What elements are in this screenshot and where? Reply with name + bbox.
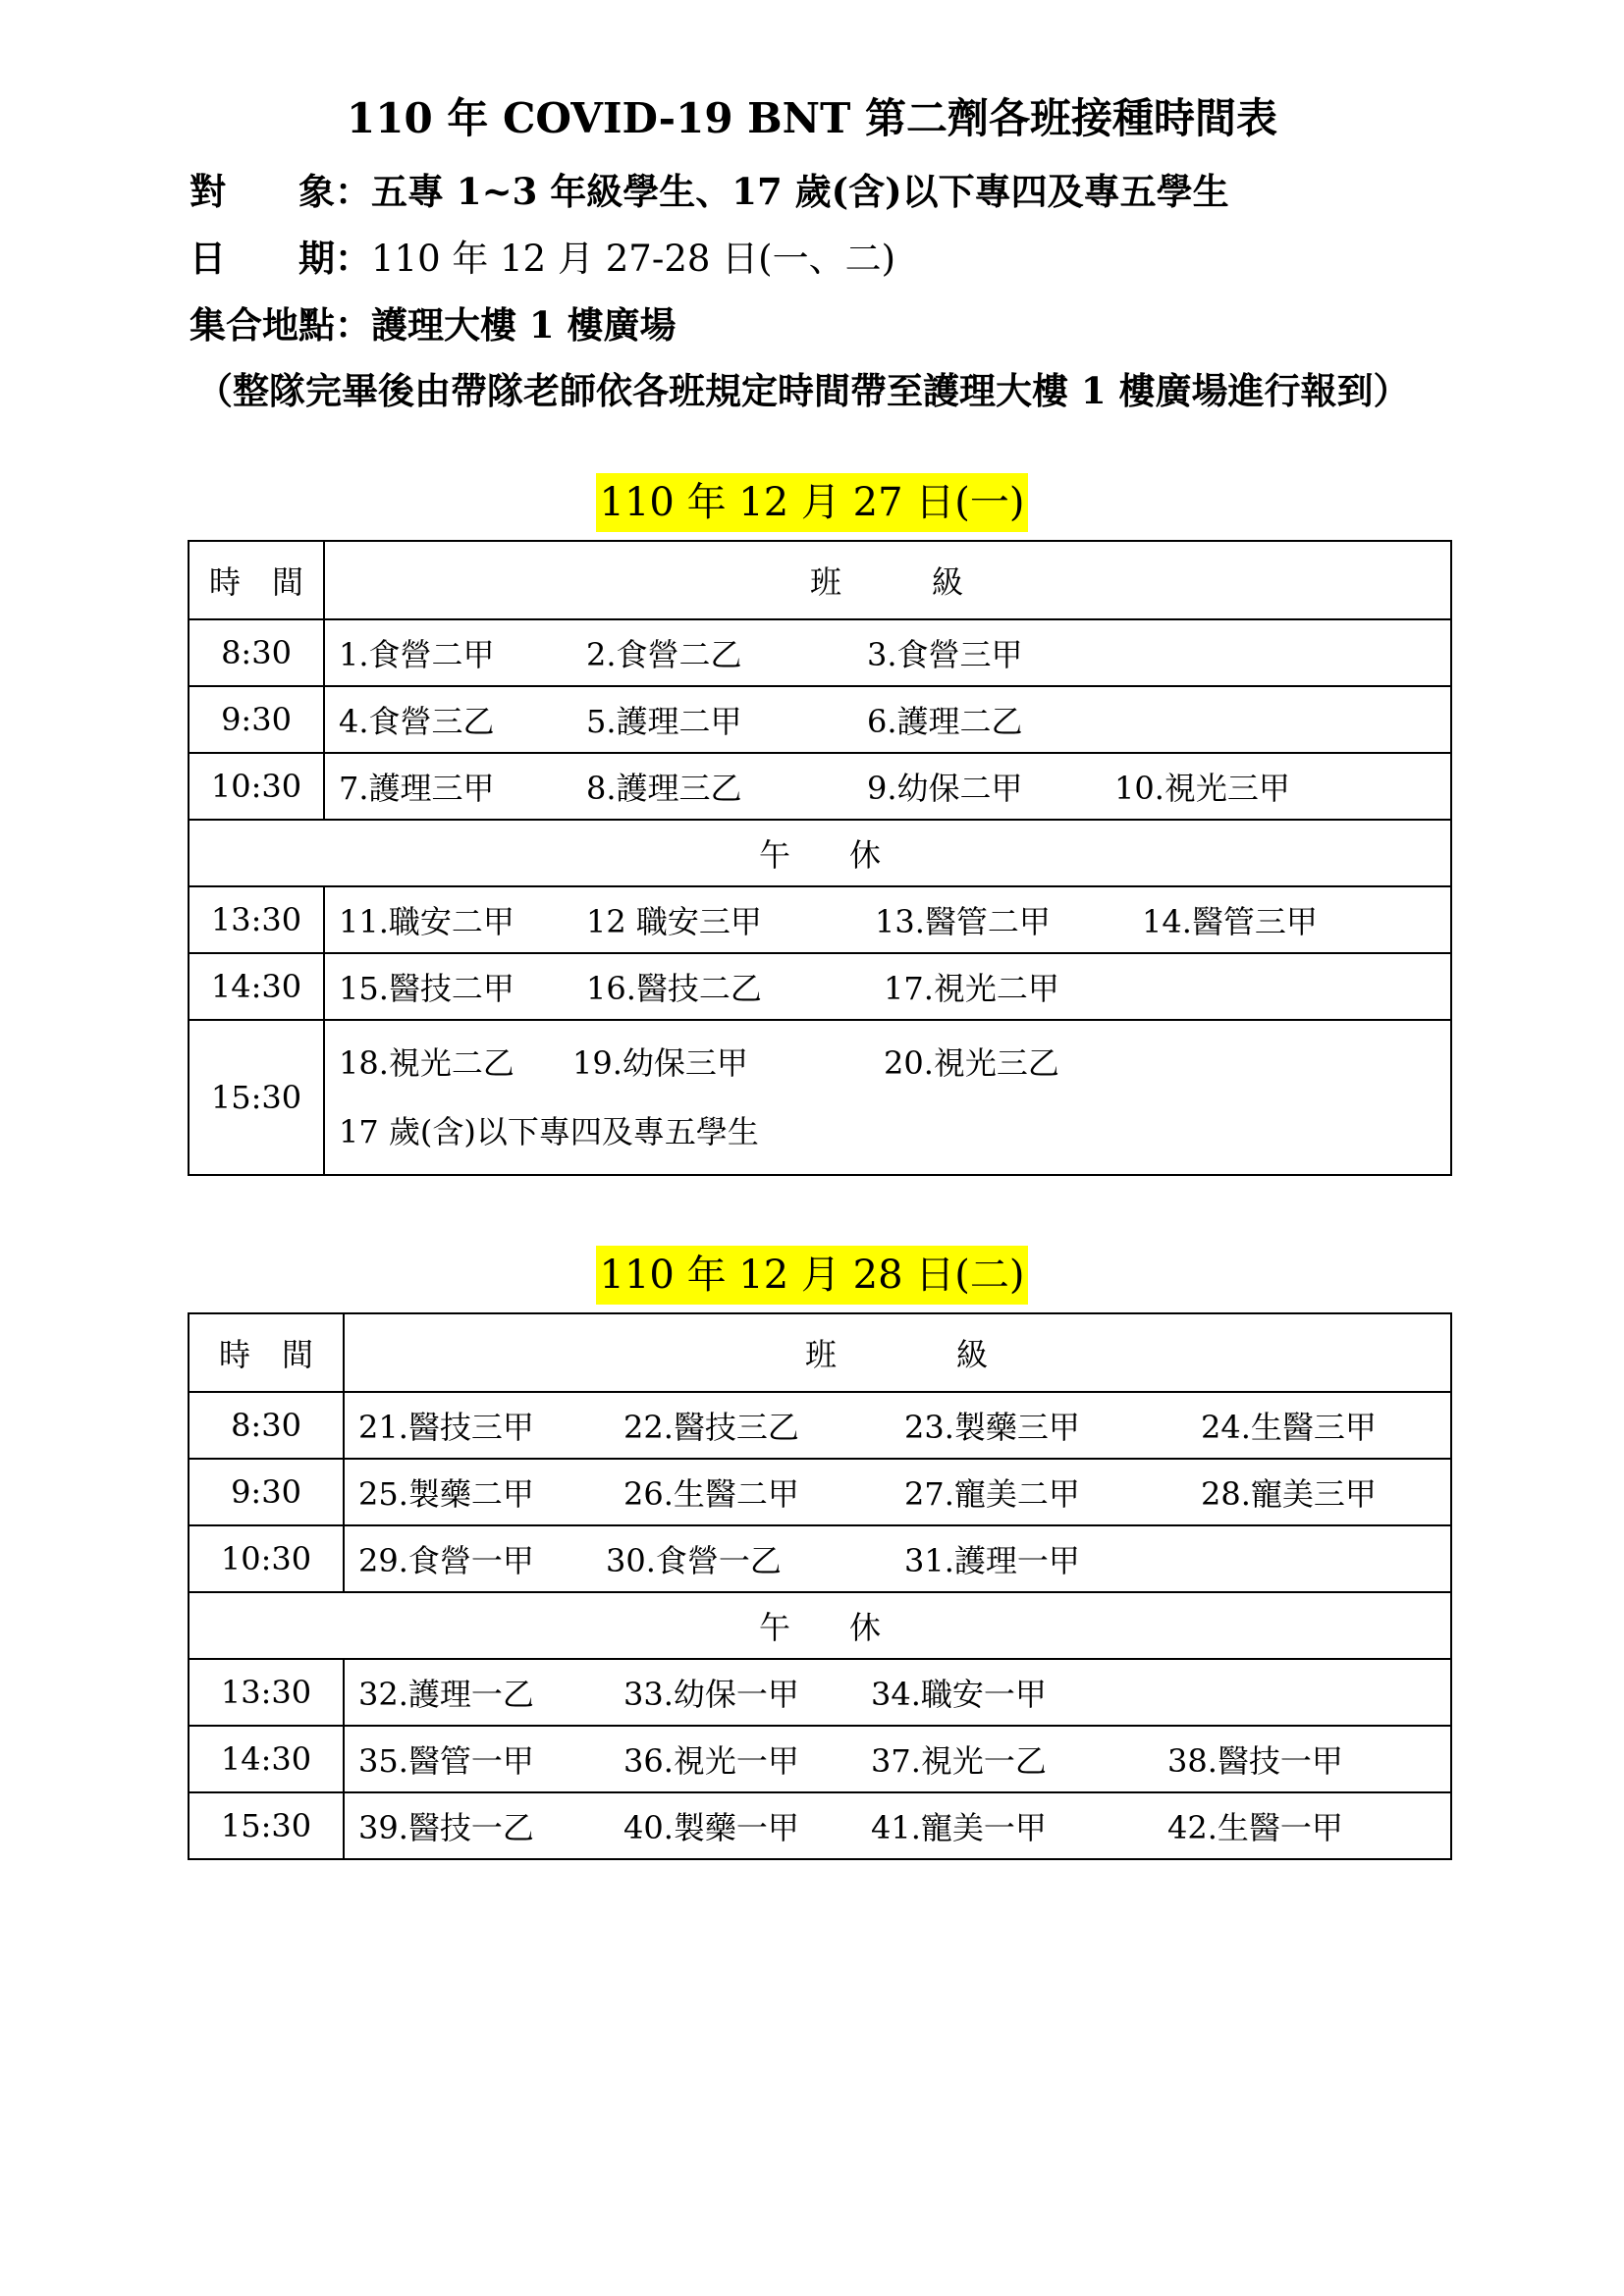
table-row xyxy=(189,1459,1451,1525)
row-time: 13:30 xyxy=(189,1659,344,1726)
row-time: 9:30 xyxy=(189,1459,344,1525)
table-row xyxy=(189,1392,1451,1459)
extra-note: 17 歲(含)以下專四及專五學生 xyxy=(339,1113,759,1150)
class-entry: 42.生醫一甲 xyxy=(1167,1809,1343,1846)
row-classes xyxy=(344,1792,1451,1859)
date-line xyxy=(189,229,895,282)
class-entry: 17.視光二甲 xyxy=(884,970,1059,1007)
class-header-a: 班 xyxy=(804,1336,839,1373)
day2-heading xyxy=(0,1246,1624,1305)
row-classes xyxy=(344,1659,1451,1726)
class-entry: 6.護理二乙 xyxy=(867,703,1023,740)
class-entry: 1.食營二甲 xyxy=(339,636,495,673)
class-header-a: 班 xyxy=(809,563,843,601)
row-time: 10:30 xyxy=(189,753,324,820)
day1-heading xyxy=(0,473,1624,532)
day2-table xyxy=(188,1312,1452,1860)
table-row xyxy=(189,686,1451,753)
class-entry: 24.生醫三甲 xyxy=(1201,1409,1377,1446)
table-row xyxy=(189,619,1451,686)
class-entry: 37.視光一乙 xyxy=(871,1742,1047,1780)
class-entry: 25.製藥二甲 xyxy=(358,1475,534,1513)
place-value: 護理大樓 1 樓廣場 xyxy=(371,303,677,347)
class-header xyxy=(324,541,1451,619)
table-row xyxy=(189,1726,1451,1792)
time-header: 時 間 xyxy=(189,541,324,619)
lunch-a: 午 xyxy=(758,1609,790,1646)
row-classes xyxy=(324,619,1451,686)
class-entry: 14.醫管三甲 xyxy=(1142,903,1318,940)
target-line xyxy=(189,162,1229,215)
lunch-b: 休 xyxy=(849,836,882,874)
place-line xyxy=(189,295,677,348)
row-classes xyxy=(344,1392,1451,1459)
class-entry: 34.職安一甲 xyxy=(871,1676,1047,1713)
class-entry: 10.視光三甲 xyxy=(1114,770,1290,807)
class-entry: 13.醫管二甲 xyxy=(875,903,1051,940)
target-label: 對 象： xyxy=(189,170,371,213)
row-time: 14:30 xyxy=(189,953,324,1020)
day2-heading-text: 110 年 12 月 28 日(二) xyxy=(596,1246,1029,1305)
class-header-b: 級 xyxy=(956,1336,991,1373)
class-entry: 31.護理一甲 xyxy=(904,1542,1080,1579)
row-classes xyxy=(324,753,1451,820)
date-label: 日 期： xyxy=(189,237,371,280)
date-value: 110 年 12 月 27-28 日(一、二) xyxy=(371,238,896,280)
class-entry: 39.醫技一乙 xyxy=(358,1809,534,1846)
place-label: 集合地點： xyxy=(189,303,371,347)
table-row xyxy=(189,1659,1451,1726)
row-time: 9:30 xyxy=(189,686,324,753)
row-classes xyxy=(344,1459,1451,1525)
class-entry: 27.寵美二甲 xyxy=(904,1475,1080,1513)
row-time: 14:30 xyxy=(189,1726,344,1792)
note-line: （整隊完畢後由帶隊老師依各班規定時間帶至護理大樓 1 樓廣場進行報到） xyxy=(196,369,1410,412)
class-entry: 30.食營一乙 xyxy=(606,1542,782,1579)
class-entry: 18.視光二乙 xyxy=(339,1044,514,1082)
class-entry: 28.寵美三甲 xyxy=(1201,1475,1377,1513)
table-header-row xyxy=(189,1313,1451,1392)
day1-heading-text: 110 年 12 月 27 日(一) xyxy=(596,473,1029,532)
class-entry: 35.醫管一甲 xyxy=(358,1742,534,1780)
class-entry: 36.視光一甲 xyxy=(623,1742,799,1780)
class-entry: 22.醫技三乙 xyxy=(623,1409,799,1446)
time-header: 時 間 xyxy=(189,1313,344,1392)
row-classes xyxy=(344,1726,1451,1792)
class-entry: 19.幼保三甲 xyxy=(572,1044,748,1082)
class-entry: 32.護理一乙 xyxy=(358,1676,534,1713)
lunch-row xyxy=(189,1592,1451,1659)
class-entry: 11.職安二甲 xyxy=(339,903,514,940)
class-entry: 21.醫技三甲 xyxy=(358,1409,534,1446)
table-row xyxy=(189,1020,1451,1175)
class-entry: 9.幼保二甲 xyxy=(867,770,1023,807)
class-entry: 20.視光三乙 xyxy=(884,1044,1059,1082)
class-header-b: 級 xyxy=(932,563,966,601)
table-row xyxy=(189,953,1451,1020)
class-entry: 23.製藥三甲 xyxy=(904,1409,1080,1446)
class-entry: 12 職安三甲 xyxy=(586,903,762,940)
lunch-break xyxy=(189,820,1451,886)
row-classes xyxy=(324,886,1451,953)
class-header xyxy=(344,1313,1451,1392)
class-entry: 26.生醫二甲 xyxy=(623,1475,799,1513)
class-entry: 16.醫技二乙 xyxy=(586,970,762,1007)
class-entry: 3.食營三甲 xyxy=(867,636,1023,673)
lunch-a: 午 xyxy=(758,836,790,874)
lunch-b: 休 xyxy=(849,1609,882,1646)
table-row xyxy=(189,886,1451,953)
class-entry: 38.醫技一甲 xyxy=(1167,1742,1343,1780)
class-entry: 33.幼保一甲 xyxy=(623,1676,799,1713)
lunch-row xyxy=(189,820,1451,886)
class-entry: 41.寵美一甲 xyxy=(871,1809,1047,1846)
table-row xyxy=(189,1792,1451,1859)
page-title: 110 年 COVID-19 BNT 第二劑各班接種時間表 xyxy=(347,94,1277,142)
table-row xyxy=(189,753,1451,820)
table-header-row xyxy=(189,541,1451,619)
row-time: 8:30 xyxy=(189,619,324,686)
class-entry: 5.護理二甲 xyxy=(586,703,742,740)
class-entry: 4.食營三乙 xyxy=(339,703,495,740)
class-entry: 40.製藥一甲 xyxy=(623,1809,799,1846)
row-classes xyxy=(324,953,1451,1020)
lunch-break xyxy=(189,1592,1451,1659)
table-row xyxy=(189,1525,1451,1592)
class-entry: 8.護理三乙 xyxy=(586,770,742,807)
row-classes xyxy=(324,1020,1451,1175)
row-time: 15:30 xyxy=(189,1020,324,1175)
row-time: 10:30 xyxy=(189,1525,344,1592)
row-time: 8:30 xyxy=(189,1392,344,1459)
class-entry: 29.食營一甲 xyxy=(358,1542,534,1579)
row-time: 15:30 xyxy=(189,1792,344,1859)
target-value: 五專 1~3 年級學生、17 歲(含)以下專四及專五學生 xyxy=(371,170,1229,213)
class-entry: 7.護理三甲 xyxy=(339,770,495,807)
class-entry: 2.食營二乙 xyxy=(586,636,742,673)
row-classes xyxy=(344,1525,1451,1592)
row-classes xyxy=(324,686,1451,753)
day1-table xyxy=(188,540,1452,1176)
class-entry: 15.醫技二甲 xyxy=(339,970,514,1007)
row-time: 13:30 xyxy=(189,886,324,953)
